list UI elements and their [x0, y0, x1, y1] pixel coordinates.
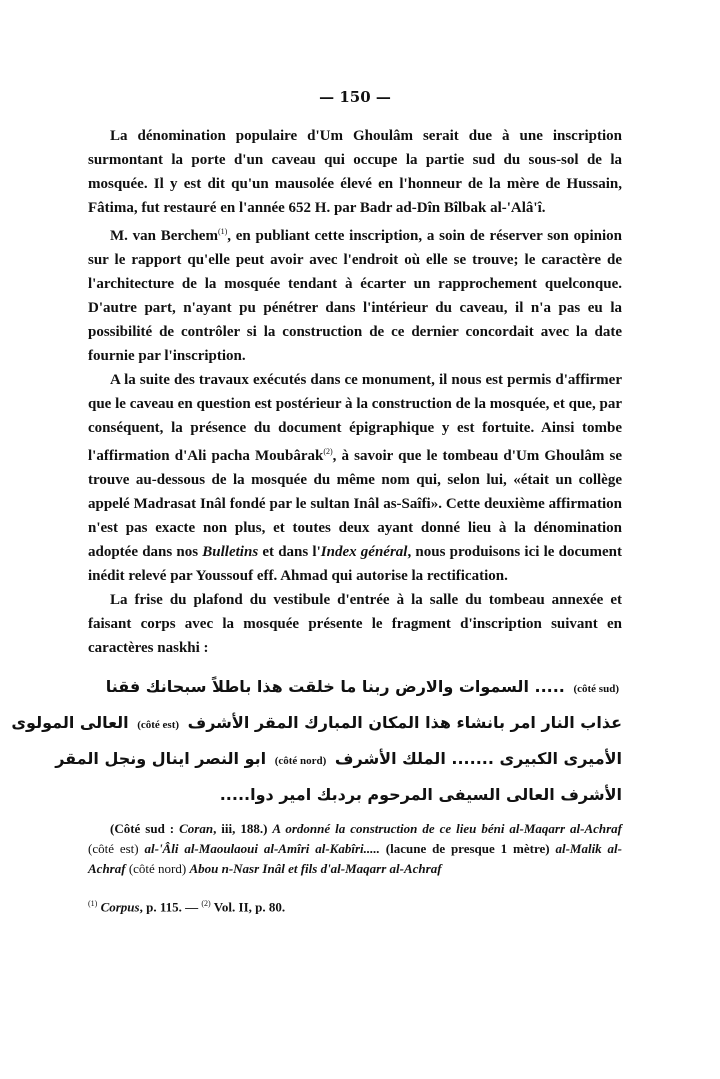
footnote-1-marker: (1): [88, 899, 98, 908]
paragraph-3-part1: A la suite des travaux exécutés dans ce monument, il nous est permis d'affirmer que le caveau en question est postérieur à la construction de la mosquée, et que, par conséquent, la présence du document épigraphique y est fortuite. Ainsi tombe l'affirmation d'Ali pacha Moubârak: [88, 372, 622, 464]
translation-t2: al-'Âli al-Maoulaoui al-Amîri al-Kabîri.....: [144, 841, 380, 856]
paragraph-2-rest: , en publiant cette inscription, a soin de réserver son opinion sur le rapport qu'elle peut avoir avec l'endroit où elle se trouve; le caractère de l'architecture de la mosquée tendant à écarter un rapprochement quelconque. D'autre part, n'ayant pu pénétrer dans l'intérieur du caveau, il n'a pas eu la possibilité de contrôler si la construction de ce dernier concordait avec la date fournie par l'inscription.: [88, 228, 622, 364]
paragraph-3: [88, 368, 622, 588]
arabic-inscription: [11, 670, 622, 811]
translation-coran: Coran: [179, 821, 214, 836]
paragraph-3-part2: , à savoir que le tombeau d'Um Ghoulâm se trouve au-dessous de la mosquée du même nom qui, selon lui, «était un collège appelé Madrasat Inâl fondé par le sultan Inâl as-Saîfi». Cette deuxième affirmation n'est pas exacte non plus, et toutes deux ayant donné lieu à la dénomination adoptée dans nos: [88, 448, 622, 560]
translation-t1: A ordonné la construction de ce lieu béni al-Maqarr al-Achraf: [272, 821, 622, 836]
paragraph-3-part3: et dans l': [258, 544, 321, 560]
index-title: Index général: [320, 544, 408, 560]
translation-open: (Côté sud :: [110, 821, 180, 836]
arabic-line-3-c: ابو النصر اينال ونجل المقر: [55, 749, 267, 768]
arabic-line-2-b: العالى المولوى: [11, 713, 129, 732]
footnote-ref-2: (2): [323, 447, 333, 456]
paragraph-2-lead: M. van Berchem: [110, 228, 218, 244]
translation-t3: al-Malik al-Achraf: [88, 841, 622, 876]
arabic-line-2: [11, 706, 622, 742]
translation-c2: (lacune de presque 1 mètre): [379, 841, 556, 856]
arabic-line-1: [88, 670, 622, 706]
footnote-1-text: , p. 115. —: [139, 899, 202, 915]
translation-c3: (côté nord): [125, 861, 190, 876]
page-number: — 150 —: [319, 88, 391, 106]
translation-ref: iii, 188.): [221, 821, 273, 836]
footnote-2-marker: (2): [201, 899, 211, 908]
arabic-line-4-text: الأشرف العالى السيفى المرحوم بردبك امير دوا.....: [219, 785, 622, 804]
footnote-corpus: Corpus: [100, 899, 140, 915]
paragraph-1: La dénomination populaire d'Um Ghoulâm serait due à une inscription surmontant la porte d'un caveau qui occupe la partie sud du sous-sol de la mosquée. Il y est dit qu'un mausolée élevé en l'honneur de la mère de Hussain, Fâtima, fut restauré en l'année 652 H. par Badr ad-Dîn Bîlbak al-'Alâ'î.: [88, 128, 622, 216]
paragraph-3-part4: , nous produisons ici le document inédit relevé par Youssouf eff. Ahmad qui autorise la rectification.: [88, 544, 622, 584]
translation: [88, 819, 622, 879]
arabic-line-4: [88, 778, 622, 811]
footnote-ref-1: (1): [217, 227, 228, 236]
arabic-line-3-b: الملك الأشرف: [334, 749, 446, 768]
translation-c1: (côté est): [88, 841, 145, 856]
side-label-east: (côté est): [137, 719, 180, 731]
side-label-north: (côté nord): [274, 755, 327, 767]
arabic-line-2-a: عذاب النار امر بانشاء هذا المكان المبارك المقر الأشرف: [187, 713, 622, 732]
document-page: [11, 88, 622, 915]
bulletins-title: Bulletins: [202, 544, 259, 560]
translation-t4: Abou n-Nasr Inâl et fils d'al-Maqarr al-Achraf: [189, 861, 442, 876]
translation-sep: ,: [213, 821, 222, 836]
paragraph-2: [88, 220, 622, 368]
arabic-line-3: [55, 742, 622, 778]
arabic-line-3-a: الأميرى الكبيرى .......: [451, 749, 622, 768]
footnote-2-text: Vol. II, p. 80.: [210, 899, 286, 915]
footnotes: [88, 899, 622, 915]
paragraph-4: La frise du plafond du vestibule d'entrée à la salle du tombeau annexée et faisant corps avec la mosquée présente le fragment d'inscription suivant en caractères naskhi :: [88, 592, 622, 656]
side-label-south: (côté sud): [573, 683, 619, 695]
arabic-line-1-text: ..... السموات والارض ربنا ما خلقت هذا باطلاً سبحانك فقنا: [105, 677, 565, 696]
